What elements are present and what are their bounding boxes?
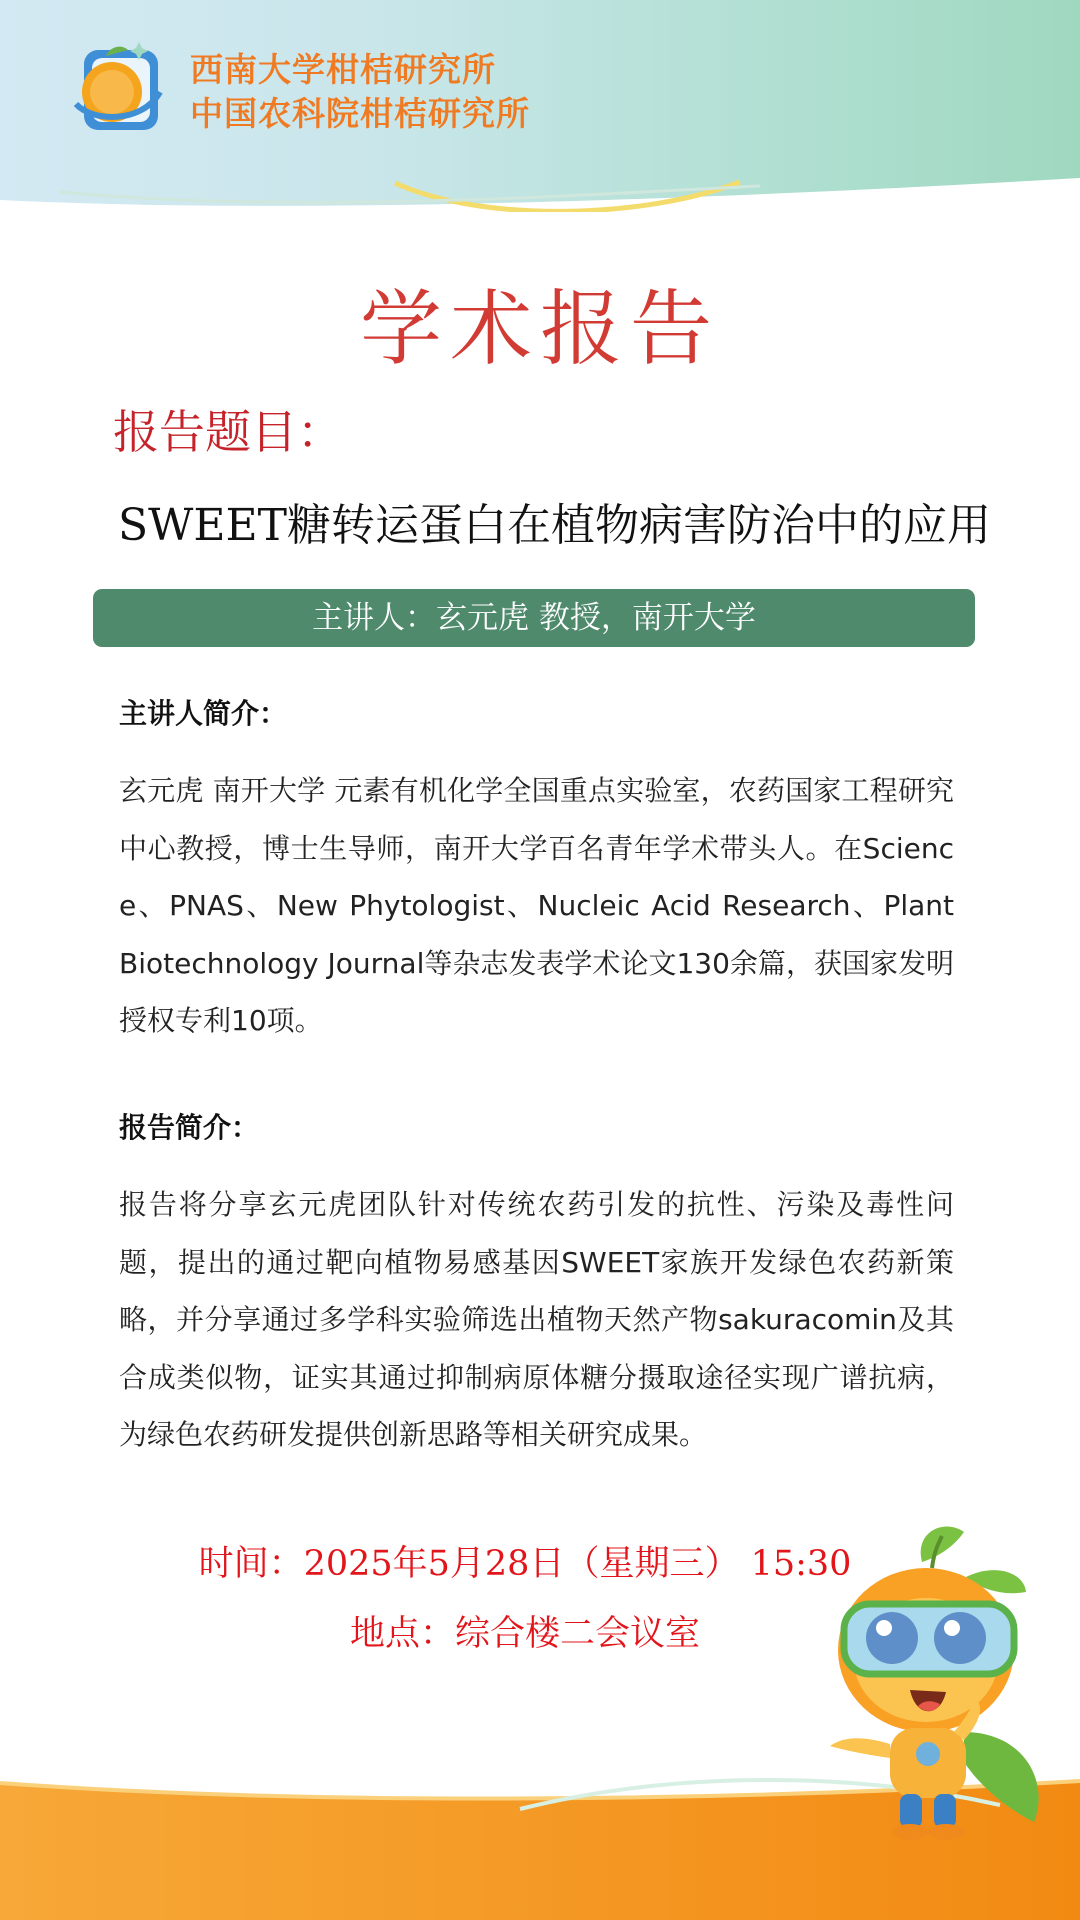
- topic-title: SWEET糖转运蛋白在植物病害防治中的应用: [118, 500, 991, 551]
- report-intro-text: 报告将分享玄元虎团队针对传统农药引发的抗性、污染及毒性问题，提出的通过靶向植物易感基因SWEET家族开发绿色农药新策略，并分享通过多学科实验筛选出植物天然产物sakuracomin及其合成类似物，证实其通过抑制病原体糖分摄取途径实现广谱抗病，为绿色农药研发提供创新思路等相关研究成果。: [119, 1188, 954, 1451]
- report-intro-heading: 报告简介：: [119, 1111, 260, 1144]
- topic-label: 报告题目：: [113, 405, 343, 459]
- page-title: 学术报告: [359, 282, 720, 377]
- citrus-orange-logo-icon: [62, 42, 164, 138]
- speaker-bar: 主讲人：玄元虎 教授，南开大学: [93, 589, 975, 647]
- event-time: 时间：2025年5月28日（星期三） 15:30: [198, 1544, 852, 1584]
- citrus-mascot-icon: [814, 1522, 1060, 1852]
- institution-name-1: 西南大学柑桔研究所: [190, 50, 496, 89]
- event-location: 地点：综合楼二会议室: [349, 1614, 700, 1654]
- speaker-intro-heading: 主讲人简介：: [119, 697, 288, 730]
- institution-names: [190, 48, 530, 136]
- header-band: [0, 0, 1080, 212]
- speaker-intro-text: 玄元虎 南开大学 元素有机化学全国重点实验室，农药国家工程研究中心教授，博士生导师，南开大学百名青年学术带头人。在Science、PNAS、New Phytologist、Nucleic Acid Research、Plant Biotechnology Journal等杂志发表学术论文130余篇，获国家发明授权专利10项。: [119, 774, 954, 1037]
- institution-name-2: 中国农科院柑桔研究所: [190, 94, 530, 133]
